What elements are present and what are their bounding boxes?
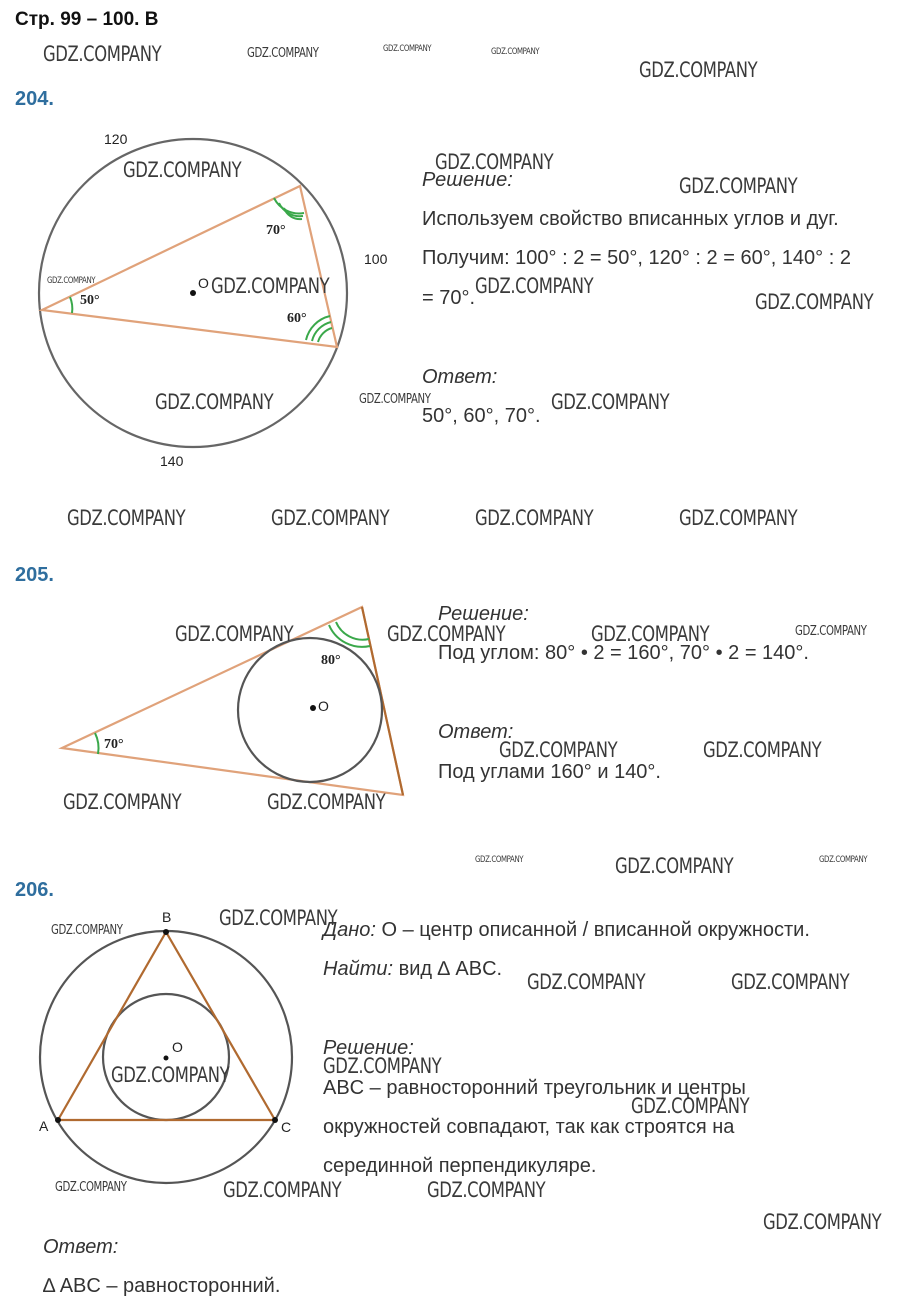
solution-206-line1: ABC – равносторонний треугольник и центры [323, 1077, 746, 1099]
angle-b-label: 70° [266, 223, 286, 238]
watermark: GDZ.COMPANY [475, 274, 594, 298]
watermark: GDZ.COMPANY [155, 390, 274, 414]
watermark: GDZ.COMPANY [527, 970, 646, 994]
watermark: GDZ.COMPANY [175, 622, 294, 646]
watermark: GDZ.COMPANY [435, 150, 554, 174]
triangle-206 [58, 932, 275, 1120]
answer-205: Под углами 160° и 140°. [438, 761, 661, 783]
watermark: GDZ.COMPANY [219, 906, 338, 930]
watermark: GDZ.COMPANY [387, 622, 506, 646]
answer-204-label: Ответ: [422, 366, 498, 388]
solution-204-line2: Получим: 100° : 2 = 50°, 120° : 2 = 60°, 140° : 2 [422, 247, 851, 269]
solution-204-label: Решение: [422, 169, 513, 191]
answer-206: ∆ ABC – равносторонний. [43, 1275, 281, 1297]
watermark: GDZ.COMPANY [819, 855, 868, 865]
vertex-b-label: B [162, 909, 172, 925]
watermark: GDZ.COMPANY [679, 506, 798, 530]
watermark: GDZ.COMPANY [223, 1178, 342, 1202]
answer-204: 50°, 60°, 70°. [422, 405, 541, 427]
find-label: Найти: [323, 958, 394, 980]
watermark: GDZ.COMPANY [591, 622, 710, 646]
center-205-label: O [318, 698, 329, 714]
watermark: GDZ.COMPANY [755, 290, 874, 314]
problem-205-number: 205. [15, 564, 54, 586]
solution-204-line1: Используем свойство вписанных углов и дуг. [422, 208, 839, 230]
page-header: Стр. 99 – 100. В [15, 9, 159, 30]
given-206 [323, 920, 810, 940]
watermark: GDZ.COMPANY [247, 46, 319, 61]
angle-205-b-label: 80° [321, 653, 341, 668]
watermark: GDZ.COMPANY [763, 1210, 882, 1234]
watermark: GDZ.COMPANY [427, 1178, 546, 1202]
watermark: GDZ.COMPANY [123, 158, 242, 182]
find-text: вид ∆ ABC. [398, 958, 503, 980]
vertex-c-label: C [281, 1119, 292, 1135]
solution-204-line3: = 70°. [422, 287, 476, 309]
arc-bottom-label: 140 [160, 453, 184, 469]
watermark: GDZ.COMPANY [111, 1063, 230, 1087]
watermark: GDZ.COMPANY [267, 790, 386, 814]
solution-205-label: Решение: [438, 603, 529, 625]
vertex-a-label: A [39, 1118, 49, 1134]
center-label: O [198, 275, 209, 291]
problem-204-number: 204. [15, 88, 54, 110]
angle-205-a-label: 70° [104, 737, 124, 752]
watermark: GDZ.COMPANY [731, 970, 850, 994]
watermark: GDZ.COMPANY [499, 738, 618, 762]
watermark: GDZ.COMPANY [211, 274, 330, 298]
watermark: GDZ.COMPANY [679, 174, 798, 198]
watermark: GDZ.COMPANY [359, 392, 431, 407]
center-206-label: O [172, 1039, 183, 1055]
find-206 [323, 959, 502, 979]
solution-205: Под углом: 80° • 2 = 160°, 70° • 2 = 140°. [438, 642, 809, 664]
arc-right-label: 100 [364, 251, 388, 267]
given-label: Дано: [323, 919, 376, 941]
solution-206-label: Решение: [323, 1037, 414, 1059]
watermark: GDZ.COMPANY [67, 506, 186, 530]
answer-206-label: Ответ: [43, 1236, 119, 1258]
watermark: GDZ.COMPANY [271, 506, 390, 530]
watermark: GDZ.COMPANY [383, 44, 432, 54]
watermark: GDZ.COMPANY [47, 276, 96, 286]
circle-205 [238, 638, 382, 782]
watermark: GDZ.COMPANY [323, 1054, 442, 1078]
solution-206-line2: окружностей совпадают, так как строятся на [323, 1116, 735, 1138]
answer-205-label: Ответ: [438, 721, 514, 743]
arc-top-label: 120 [104, 131, 128, 147]
watermark: GDZ.COMPANY [639, 58, 758, 82]
watermark: GDZ.COMPANY [51, 923, 123, 938]
watermark: GDZ.COMPANY [475, 855, 524, 865]
solution-206-line3: серединной перпендикуляре. [323, 1155, 597, 1177]
problem-206-number: 206. [15, 879, 54, 901]
angle-a-label: 50° [80, 293, 100, 308]
watermark: GDZ.COMPANY [475, 506, 594, 530]
watermark: GDZ.COMPANY [551, 390, 670, 414]
watermark: GDZ.COMPANY [615, 854, 734, 878]
watermark: GDZ.COMPANY [795, 624, 867, 639]
watermark: GDZ.COMPANY [43, 42, 162, 66]
watermark: GDZ.COMPANY [63, 790, 182, 814]
watermark: GDZ.COMPANY [703, 738, 822, 762]
watermark: GDZ.COMPANY [55, 1180, 127, 1195]
angle-c-label: 60° [287, 311, 307, 326]
watermark: GDZ.COMPANY [631, 1094, 750, 1118]
given-text: O – центр описанной / вписанной окружности. [381, 919, 810, 941]
watermark: GDZ.COMPANY [491, 47, 540, 57]
